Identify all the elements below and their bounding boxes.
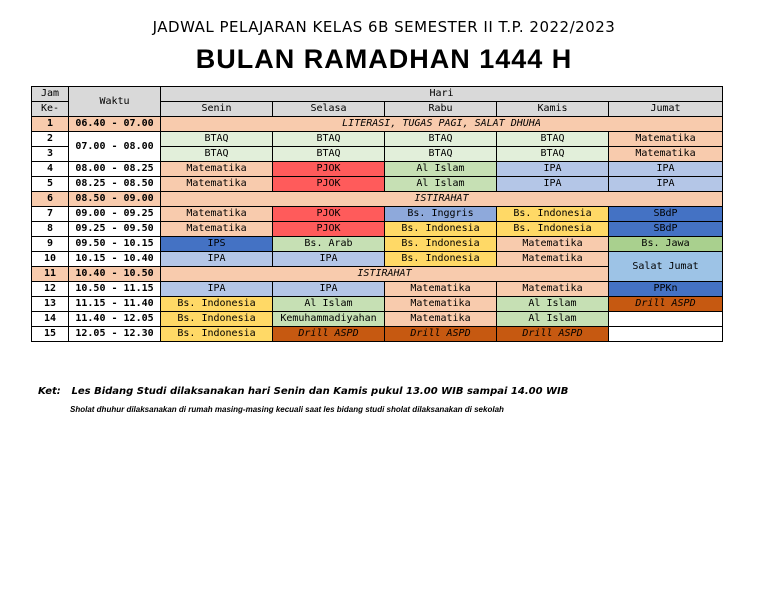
- table-row: [32, 222, 723, 237]
- lesson-cell: Drill ASPD: [385, 327, 497, 342]
- table-row: [32, 282, 723, 297]
- lesson-cell: Matematika: [497, 237, 609, 252]
- lesson-cell: BTAQ: [161, 147, 273, 162]
- lesson-cell: Matematika: [161, 162, 273, 177]
- row-number: 4: [32, 162, 69, 177]
- table-row: [32, 207, 723, 222]
- lesson-cell: Al Islam: [385, 177, 497, 192]
- table-row: [32, 117, 723, 132]
- header-hari: Hari: [161, 87, 723, 102]
- header-day-rabu: Rabu: [385, 102, 497, 117]
- row-time: 09.25 - 09.50: [69, 222, 161, 237]
- lesson-cell: Al Islam: [497, 297, 609, 312]
- note-line: [38, 386, 568, 397]
- break-span: ISTIRAHAT: [161, 267, 609, 282]
- row-time: 12.05 - 12.30: [69, 327, 161, 342]
- lesson-cell: BTAQ: [385, 132, 497, 147]
- lesson-cell: Matematika: [497, 282, 609, 297]
- row-number: 1: [32, 117, 69, 132]
- row-time: 10.15 - 10.40: [69, 252, 161, 267]
- lesson-cell: SBdP: [609, 207, 723, 222]
- lesson-cell: Bs. Indonesia: [497, 207, 609, 222]
- lesson-cell: Drill ASPD: [609, 297, 723, 312]
- lesson-cell: BTAQ: [497, 132, 609, 147]
- lesson-cell: IPA: [609, 162, 723, 177]
- lesson-cell: Salat Jumat: [609, 252, 723, 282]
- lesson-cell: Matematika: [161, 177, 273, 192]
- row-number: 15: [32, 327, 69, 342]
- header-ke: Ke-: [32, 102, 69, 117]
- row-number: 11: [32, 267, 69, 282]
- lesson-cell: Bs. Indonesia: [385, 237, 497, 252]
- break-span: ISTIRAHAT: [161, 192, 723, 207]
- row-time: 08.25 - 08.50: [69, 177, 161, 192]
- lesson-cell: BTAQ: [161, 132, 273, 147]
- lesson-cell: PJOK: [273, 222, 385, 237]
- row-number: 10: [32, 252, 69, 267]
- row-number: 2: [32, 132, 69, 147]
- lesson-cell: PJOK: [273, 207, 385, 222]
- table-row: [32, 132, 723, 147]
- lesson-cell: PPKn: [609, 282, 723, 297]
- row-number: 7: [32, 207, 69, 222]
- empty-cell: [609, 327, 723, 342]
- lesson-cell: PJOK: [273, 177, 385, 192]
- lesson-cell: IPA: [161, 282, 273, 297]
- lesson-cell: Matematika: [609, 132, 723, 147]
- lesson-cell: IPA: [609, 177, 723, 192]
- lesson-cell: PJOK: [273, 162, 385, 177]
- lesson-cell: IPA: [161, 252, 273, 267]
- table-row: [32, 192, 723, 207]
- lesson-cell: Bs. Indonesia: [161, 297, 273, 312]
- table-row: [32, 312, 723, 327]
- lesson-cell: IPA: [273, 282, 385, 297]
- note-text: Les Bidang Studi dilaksanakan hari Senin dan Kamis pukul 13.00 WIB sampai 14.00 WIB: [71, 386, 569, 397]
- lesson-cell: Matematika: [385, 312, 497, 327]
- row-time: 07.00 - 08.00: [69, 132, 161, 162]
- table-row: [32, 252, 723, 267]
- lesson-cell: Bs. Indonesia: [161, 312, 273, 327]
- lesson-cell: Matematika: [161, 207, 273, 222]
- activity-span: LITERASI, TUGAS PAGI, SALAT DHUHA: [161, 117, 723, 132]
- lesson-cell: Al Islam: [385, 162, 497, 177]
- table-row: [32, 297, 723, 312]
- row-number: 3: [32, 147, 69, 162]
- row-time: 11.15 - 11.40: [69, 297, 161, 312]
- row-number: 6: [32, 192, 69, 207]
- lesson-cell: IPA: [273, 252, 385, 267]
- header-day-senin: Senin: [161, 102, 273, 117]
- lesson-cell: IPS: [161, 237, 273, 252]
- lesson-cell: Kemuhammadiyahan: [273, 312, 385, 327]
- lesson-cell: IPA: [497, 177, 609, 192]
- table-row: [32, 327, 723, 342]
- row-time: 09.00 - 09.25: [69, 207, 161, 222]
- row-time: 08.50 - 09.00: [69, 192, 161, 207]
- header-jam: Jam: [32, 87, 69, 102]
- row-time: 10.50 - 11.15: [69, 282, 161, 297]
- lesson-cell: Bs. Inggris: [385, 207, 497, 222]
- row-time: 10.40 - 10.50: [69, 267, 161, 282]
- lesson-cell: Bs. Indonesia: [385, 222, 497, 237]
- header-day-kamis: Kamis: [497, 102, 609, 117]
- row-number: 12: [32, 282, 69, 297]
- row-number: 9: [32, 237, 69, 252]
- lesson-cell: Matematika: [161, 222, 273, 237]
- page-title: JADWAL PELAJARAN KELAS 6B SEMESTER II T.P. 2022/2023: [152, 18, 616, 36]
- lesson-cell: Matematika: [385, 282, 497, 297]
- header-row-1: [32, 87, 723, 102]
- header-day-selasa: Selasa: [273, 102, 385, 117]
- page-subtitle: BULAN RAMADHAN 1444 H: [195, 44, 573, 74]
- lesson-cell: Drill ASPD: [273, 327, 385, 342]
- lesson-cell: Al Islam: [497, 312, 609, 327]
- lesson-cell: BTAQ: [497, 147, 609, 162]
- lesson-cell: Matematika: [497, 252, 609, 267]
- note-secondary: Sholat dhuhur dilaksanakan di rumah masing-masing kecuali saat les bidang studi sholat dilaksanakan di sekolah: [70, 405, 504, 414]
- row-number: 13: [32, 297, 69, 312]
- header-day-jumat: Jumat: [609, 102, 723, 117]
- lesson-cell: BTAQ: [273, 147, 385, 162]
- lesson-cell: Matematika: [385, 297, 497, 312]
- lesson-cell: Bs. Indonesia: [385, 252, 497, 267]
- lesson-cell: BTAQ: [273, 132, 385, 147]
- lesson-cell: Bs. Indonesia: [497, 222, 609, 237]
- lesson-cell: SBdP: [609, 222, 723, 237]
- table-row: [32, 162, 723, 177]
- lesson-cell: IPA: [497, 162, 609, 177]
- header-waktu: Waktu: [69, 87, 161, 117]
- schedule-table: [31, 86, 723, 342]
- lesson-cell: Matematika: [609, 147, 723, 162]
- table-row: [32, 237, 723, 252]
- lesson-cell: Bs. Indonesia: [161, 327, 273, 342]
- row-time: 08.00 - 08.25: [69, 162, 161, 177]
- empty-cell: [609, 312, 723, 327]
- lesson-cell: Drill ASPD: [497, 327, 609, 342]
- row-number: 8: [32, 222, 69, 237]
- lesson-cell: Bs. Arab: [273, 237, 385, 252]
- lesson-cell: BTAQ: [385, 147, 497, 162]
- note-label: Ket:: [38, 386, 61, 397]
- lesson-cell: Al Islam: [273, 297, 385, 312]
- lesson-cell: Bs. Jawa: [609, 237, 723, 252]
- table-row: [32, 177, 723, 192]
- row-time: 06.40 - 07.00: [69, 117, 161, 132]
- row-time: 09.50 - 10.15: [69, 237, 161, 252]
- row-number: 14: [32, 312, 69, 327]
- row-time: 11.40 - 12.05: [69, 312, 161, 327]
- row-number: 5: [32, 177, 69, 192]
